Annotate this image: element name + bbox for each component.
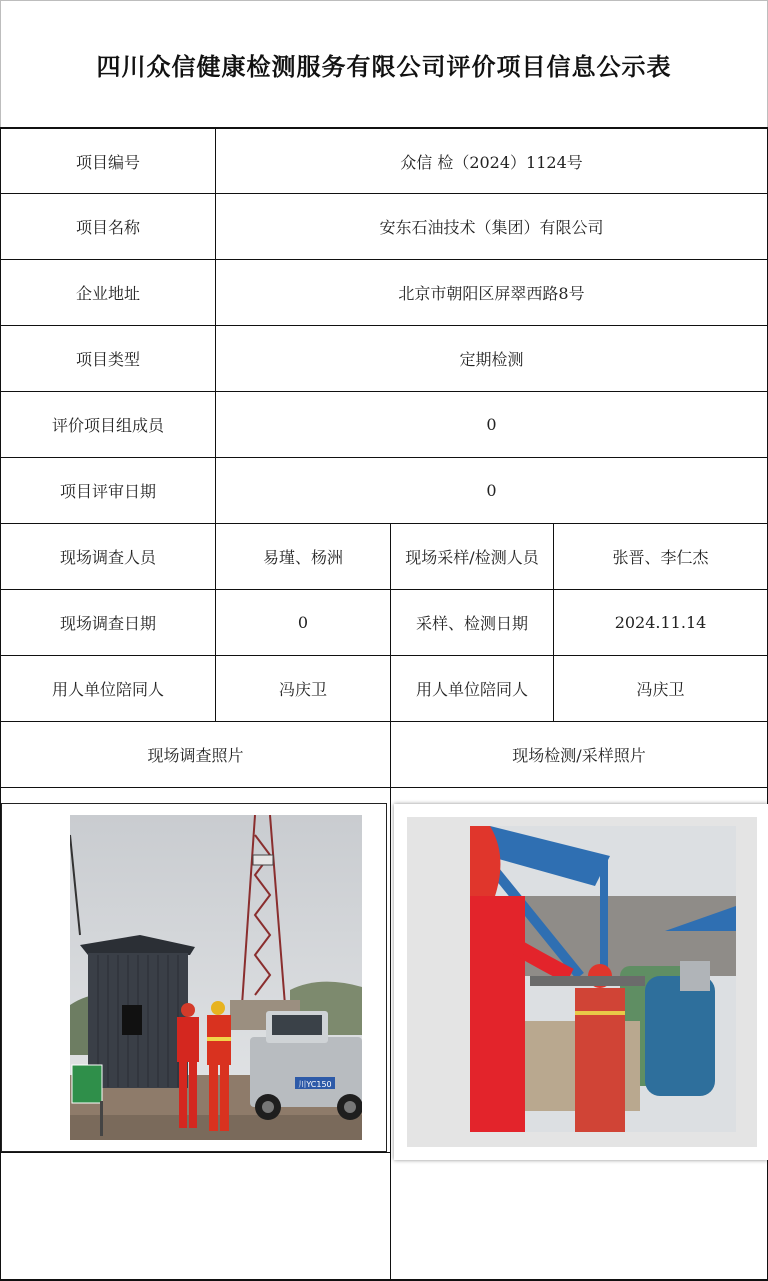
project-no-label: 项目编号	[75, 152, 140, 172]
survey-date-label: 现场调查日期	[59, 614, 156, 633]
review-date-value: 0	[486, 481, 497, 500]
sampling-staff-label: 现场采样/检测人员	[405, 548, 539, 567]
survey-photo-frame	[1, 803, 387, 1152]
sampling-date-value: 2024.11.14	[614, 613, 707, 632]
escort-label: 用人单位陪同人	[51, 680, 164, 699]
sampling-staff-value: 张晋、李仁杰	[612, 548, 709, 567]
escort-label-2: 用人单位陪同人	[415, 680, 528, 699]
project-type-value: 定期检测	[459, 350, 524, 369]
truck-license-plate: 川YC150	[298, 1080, 332, 1089]
address-label: 企业地址	[75, 284, 140, 303]
project-no-value: 众信 检（2024）1124号	[400, 152, 583, 172]
survey-staff-value: 易瑾、杨洲	[262, 548, 343, 567]
project-name-value: 安东石油技术（集团）有限公司	[379, 218, 604, 237]
escort-value-2: 冯庆卫	[636, 680, 685, 699]
sampling-date-label: 采样、检测日期	[415, 614, 528, 633]
survey-date-value: 0	[297, 613, 309, 632]
project-type-label: 项目类型	[75, 350, 140, 369]
project-name-label: 项目名称	[75, 218, 140, 237]
team-members-value: 0	[486, 415, 497, 434]
sampling-photo	[470, 826, 736, 1132]
sampling-photo-label: 现场检测/采样照片	[512, 746, 646, 765]
survey-staff-label: 现场调查人员	[59, 548, 156, 567]
survey-photo	[70, 815, 362, 1140]
escort-value: 冯庆卫	[278, 680, 327, 699]
sampling-photo-frame	[394, 804, 768, 1160]
address-value: 北京市朝阳区屏翠西路8号	[398, 284, 585, 303]
page-title: 四川众信健康检测服务有限公司评价项目信息公示表	[96, 53, 672, 81]
survey-photo-label: 现场调查照片	[147, 746, 244, 765]
review-date-label: 项目评审日期	[59, 482, 156, 501]
team-members-label: 评价项目组成员	[51, 416, 164, 435]
